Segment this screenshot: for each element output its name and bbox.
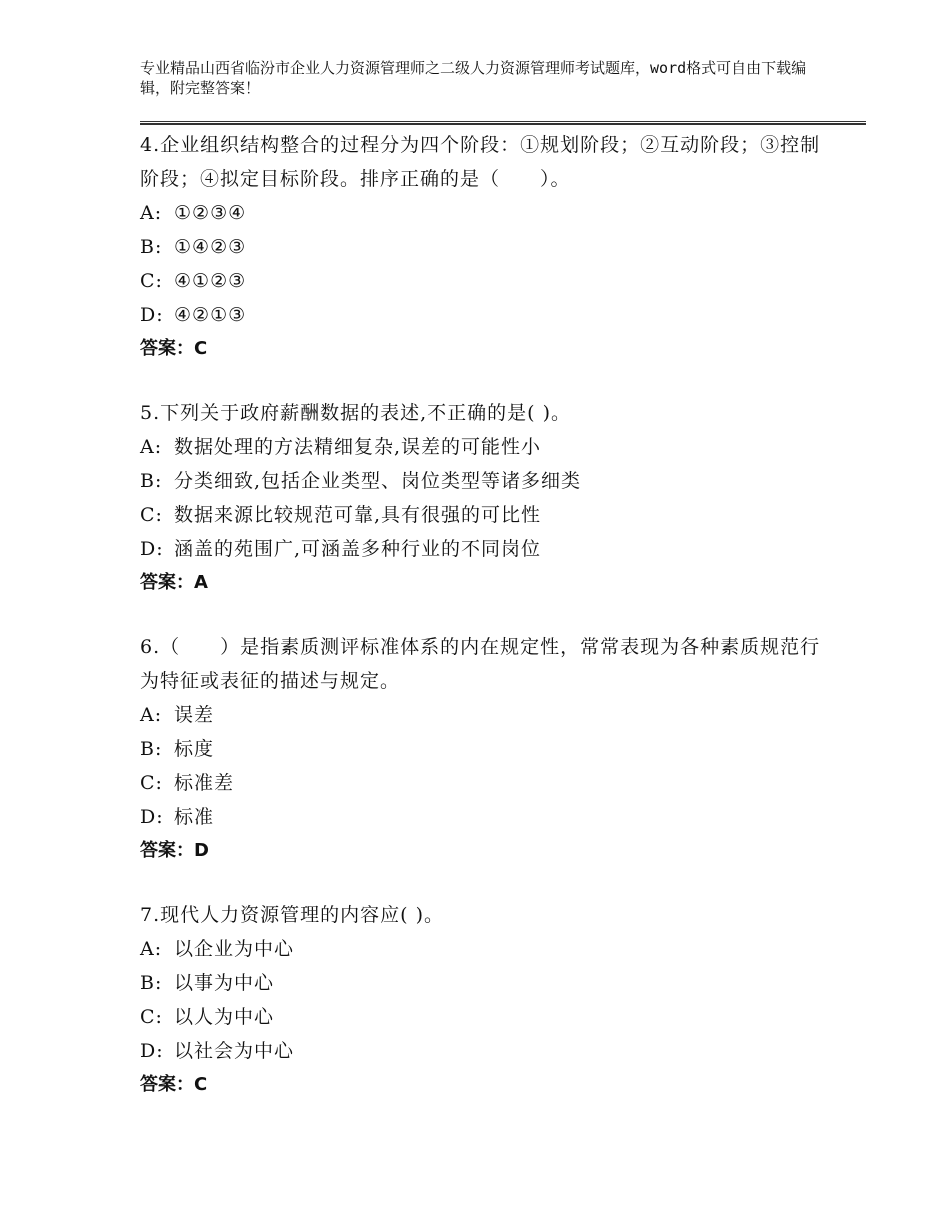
- option-letter: C:: [140, 772, 163, 794]
- option-letter: A:: [140, 938, 163, 960]
- option-b: [140, 464, 840, 498]
- option-text: 以人为中心: [174, 1006, 275, 1028]
- option-letter: D:: [140, 806, 164, 828]
- option-letter: B:: [140, 470, 163, 492]
- option-text: 数据来源比较规范可靠,具有很强的可比性: [174, 504, 542, 526]
- option-d: [140, 1034, 840, 1068]
- option-letter: D:: [140, 1040, 164, 1062]
- answer-label: 答案：C: [140, 1074, 208, 1095]
- option-d: [140, 298, 840, 332]
- option-text: 分类细致,包括企业类型、岗位类型等诸多细类: [174, 470, 582, 492]
- option-text: 以社会为中心: [174, 1040, 295, 1062]
- option-letter: A:: [140, 436, 163, 458]
- option-letter: A:: [140, 202, 163, 224]
- question-4: [140, 128, 840, 366]
- option-a: [140, 932, 840, 966]
- option-c: [140, 264, 840, 298]
- option-a: [140, 698, 840, 732]
- answer-label: 答案：D: [140, 840, 209, 861]
- option-a: [140, 430, 840, 464]
- option-letter: D:: [140, 304, 164, 326]
- page-header: 专业精品山西省临汾市企业人力资源管理师之二级人力资源管理师考试题库，word格式可自由下载编辑，附完整答案！: [140, 59, 807, 97]
- option-letter: B:: [140, 972, 163, 994]
- option-c: [140, 1000, 840, 1034]
- question-stem: 5.下列关于政府薪酬数据的表述,不正确的是( )。: [140, 402, 572, 424]
- option-letter: A:: [140, 704, 163, 726]
- answer-label: 答案：A: [140, 572, 208, 593]
- option-c: [140, 766, 840, 800]
- question-stem: 6.（ ）是指素质测评标准体系的内在规定性，常常表现为各种素质规范行为特征或表征的描述与规定。: [140, 636, 821, 692]
- question-6: [140, 630, 840, 868]
- option-text: 涵盖的苑围广,可涵盖多种行业的不同岗位: [174, 538, 542, 560]
- option-text: ①④②③: [174, 236, 247, 258]
- option-b: [140, 230, 840, 264]
- question-5: [140, 396, 840, 600]
- option-letter: C:: [140, 270, 163, 292]
- option-letter: C:: [140, 504, 163, 526]
- option-letter: B:: [140, 236, 163, 258]
- option-b: [140, 732, 840, 766]
- option-d: [140, 532, 840, 566]
- question-stem: 7.现代人力资源管理的内容应( )。: [140, 904, 444, 926]
- option-letter: D:: [140, 538, 164, 560]
- answer-label: 答案：C: [140, 338, 208, 359]
- question-stem: 4.企业组织结构整合的过程分为四个阶段：①规划阶段；②互动阶段；③控制阶段；④拟定目标阶段。排序正确的是（ ）。: [140, 134, 821, 190]
- option-c: [140, 498, 840, 532]
- option-text: 标度: [174, 738, 215, 760]
- question-7: [140, 898, 840, 1102]
- option-text: 数据处理的方法精细复杂,误差的可能性小: [174, 436, 542, 458]
- header-divider: [140, 121, 866, 125]
- option-text: ④②①③: [174, 304, 247, 326]
- option-b: [140, 966, 840, 1000]
- option-text: ④①②③: [174, 270, 247, 292]
- option-text: 以事为中心: [174, 972, 275, 994]
- option-letter: B:: [140, 738, 163, 760]
- option-a: [140, 196, 840, 230]
- option-text: 以企业为中心: [174, 938, 295, 960]
- option-d: [140, 800, 840, 834]
- option-text: 误差: [174, 704, 215, 726]
- option-text: 标准差: [174, 772, 235, 794]
- option-text: ①②③④: [174, 202, 247, 224]
- question-list: [140, 128, 840, 1132]
- option-letter: C:: [140, 1006, 163, 1028]
- option-text: 标准: [174, 806, 215, 828]
